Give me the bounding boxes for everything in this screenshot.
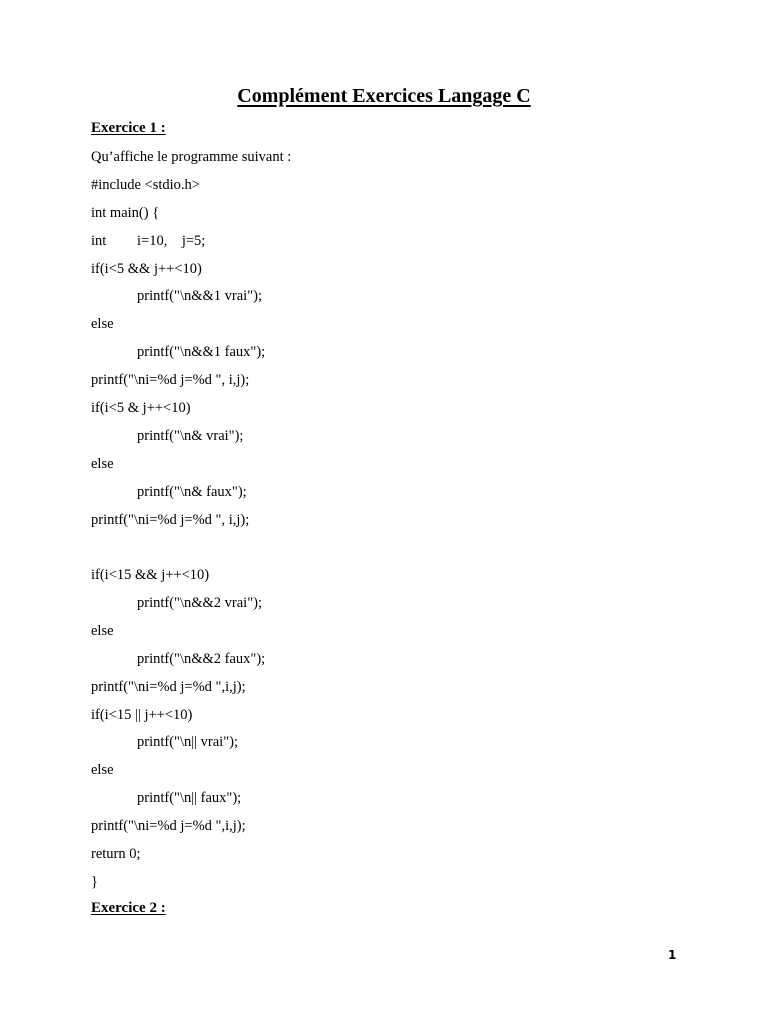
code-line-printf-and1-false: printf("\n&&1 faux"); (137, 344, 266, 360)
code-declaration-values: i=10, j=5; (137, 233, 206, 249)
code-line-printf-ij-4: printf("\ni=%d j=%d ",i,j); (91, 818, 246, 834)
code-line-printf-or-false: printf("\n|| faux"); (137, 790, 242, 806)
code-line-printf-and1-true: printf("\n&&1 vrai"); (137, 288, 262, 304)
exercise-1-question: Qu’affiche le programme suivant : (91, 149, 292, 165)
code-line-printf-bitand-false: printf("\n& faux"); (137, 484, 247, 500)
code-line-printf-ij-1: printf("\ni=%d j=%d ", i,j); (91, 372, 250, 388)
code-line-include: #include <stdio.h> (91, 177, 200, 193)
code-line-else-3: else (91, 623, 114, 639)
code-line-if-bitand: if(i<5 & j++<10) (91, 400, 191, 416)
exercise-2-heading: Exercice 2 : (91, 900, 166, 916)
code-line-if-or: if(i<15 || j++<10) (91, 707, 193, 723)
code-line-else-1: else (91, 316, 114, 332)
code-line-printf-or-true: printf("\n|| vrai"); (137, 734, 238, 750)
document-title: Complément Exercices Langage C (237, 85, 531, 107)
code-line-if-and-2: if(i<15 && j++<10) (91, 567, 210, 583)
exercise-1-heading: Exercice 1 : (91, 120, 166, 136)
code-line-else-4: else (91, 762, 114, 778)
code-line-printf-and2-false: printf("\n&&2 faux"); (137, 651, 266, 667)
code-line-return: return 0; (91, 846, 141, 862)
code-line-declaration (91, 232, 205, 250)
code-line-printf-ij-3: printf("\ni=%d j=%d ",i,j); (91, 679, 246, 695)
code-line-if-and-1: if(i<5 && j++<10) (91, 261, 202, 277)
code-line-printf-and2-true: printf("\n&&2 vrai"); (137, 595, 262, 611)
code-line-closing-brace: } (91, 874, 98, 890)
code-line-main: int main() { (91, 205, 160, 221)
page-number: 1 (668, 948, 677, 962)
code-line-printf-bitand-true: printf("\n& vrai"); (137, 428, 244, 444)
code-line-else-2: else (91, 456, 114, 472)
code-type-keyword: int (91, 233, 107, 249)
code-line-printf-ij-2: printf("\ni=%d j=%d ", i,j); (91, 512, 250, 528)
